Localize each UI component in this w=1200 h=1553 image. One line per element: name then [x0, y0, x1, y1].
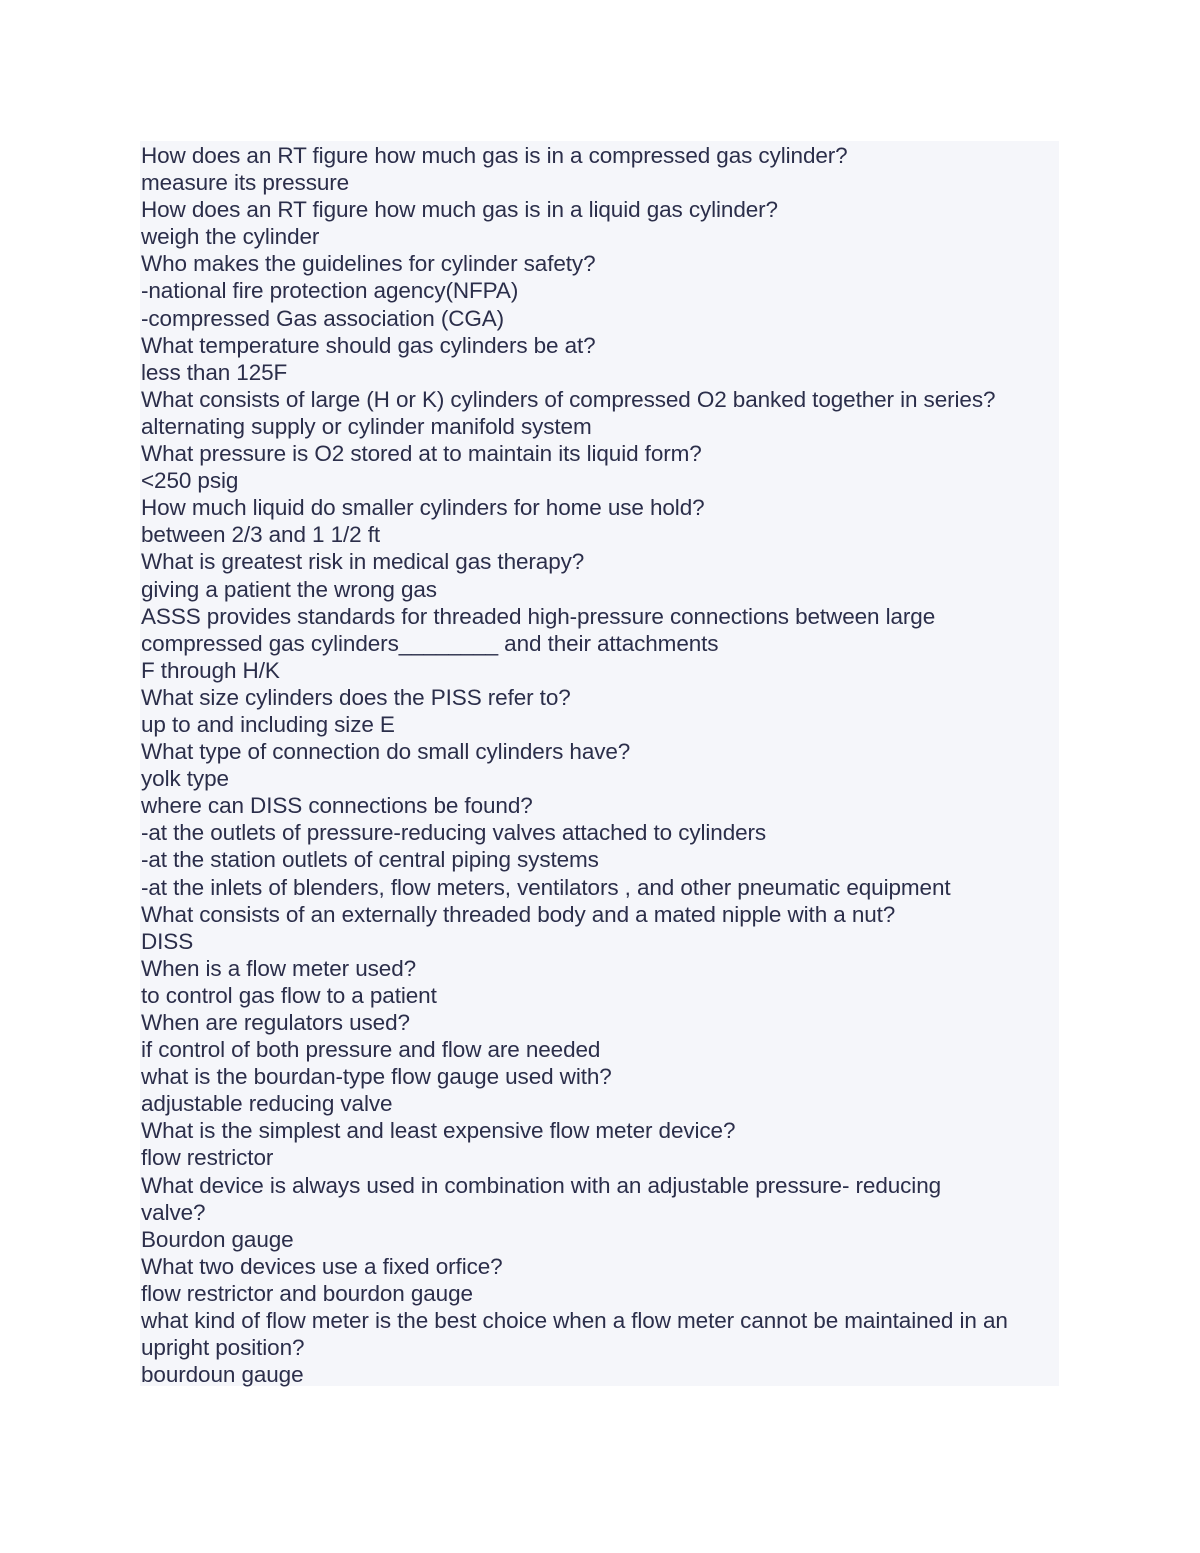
flashcard-text-block — [140, 141, 1059, 1386]
text-line: -at the station outlets of central piping systems — [141, 847, 599, 873]
text-line: giving a patient the wrong gas — [141, 576, 437, 602]
text-line: F through H/K — [141, 657, 280, 683]
text-line: Bourdon gauge — [141, 1226, 294, 1252]
text-line: What temperature should gas cylinders be at? — [141, 332, 596, 358]
text-line: up to and including size E — [141, 711, 395, 737]
text-line: What two devices use a fixed orfice? — [141, 1253, 503, 1279]
text-line: <250 psig — [141, 468, 239, 494]
text-line: yolk type — [141, 766, 229, 792]
text-line: What pressure is O2 stored at to maintain its liquid form? — [141, 441, 702, 467]
text-line: -compressed Gas association (CGA) — [141, 305, 505, 331]
text-line: DISS — [141, 928, 194, 954]
text-line: to control gas flow to a patient — [141, 982, 437, 1008]
text-line: what kind of flow meter is the best choice when a flow meter cannot be maintained in an — [141, 1308, 1008, 1334]
text-line: upright position? — [141, 1335, 305, 1361]
text-line: less than 125F — [141, 359, 288, 385]
text-line: flow restrictor — [141, 1145, 274, 1171]
text-line: what is the bourdan-type flow gauge used with? — [141, 1064, 612, 1090]
text-line: measure its pressure — [141, 170, 350, 196]
text-line: -national fire protection agency(NFPA) — [141, 278, 519, 304]
text-line: When is a flow meter used? — [141, 955, 417, 981]
text-line: compressed gas cylinders________ and their attachments — [141, 630, 719, 656]
text-line: ASSS provides standards for threaded high-pressure connections between large — [141, 603, 936, 629]
text-line: adjustable reducing valve — [141, 1091, 393, 1117]
text-line: What device is always used in combination with an adjustable pressure- reducing — [141, 1172, 942, 1198]
text-line: When are regulators used? — [141, 1010, 410, 1035]
text-line: bourdoun gauge — [141, 1362, 304, 1388]
text-line: How does an RT figure how much gas is in a liquid gas cylinder? — [141, 197, 778, 223]
text-line: weigh the cylinder — [141, 224, 320, 250]
text-line: if control of both pressure and flow are needed — [141, 1037, 601, 1063]
text-line: What type of connection do small cylinders have? — [141, 739, 631, 765]
text-line: What consists of large (H or K) cylinders of compressed O2 banked together in series? — [141, 386, 996, 412]
text-line: between 2/3 and 1 1/2 ft — [141, 522, 381, 548]
text-line: valve? — [141, 1199, 206, 1225]
text-line: What size cylinders does the PISS refer to? — [141, 684, 571, 710]
text-line: What is the simplest and least expensive flow meter device? — [141, 1118, 736, 1144]
text-line: where can DISS connections be found? — [141, 793, 533, 819]
text-line: What is greatest risk in medical gas therapy? — [141, 549, 585, 575]
text-line: -at the outlets of pressure-reducing valves attached to cylinders — [141, 820, 767, 846]
text-line: alternating supply or cylinder manifold system — [141, 413, 592, 439]
text-line: How does an RT figure how much gas is in a compressed gas cylinder? — [141, 143, 848, 168]
text-line: How much liquid do smaller cylinders for home use hold? — [141, 495, 705, 521]
text-line: -at the inlets of blenders, flow meters, ventilators , and other pneumatic equipment — [141, 874, 951, 900]
text-line: Who makes the guidelines for cylinder safety? — [141, 251, 596, 277]
text-line: flow restrictor and bourdon gauge — [141, 1280, 473, 1306]
text-line: What consists of an externally threaded body and a mated nipple with a nut? — [141, 901, 896, 927]
